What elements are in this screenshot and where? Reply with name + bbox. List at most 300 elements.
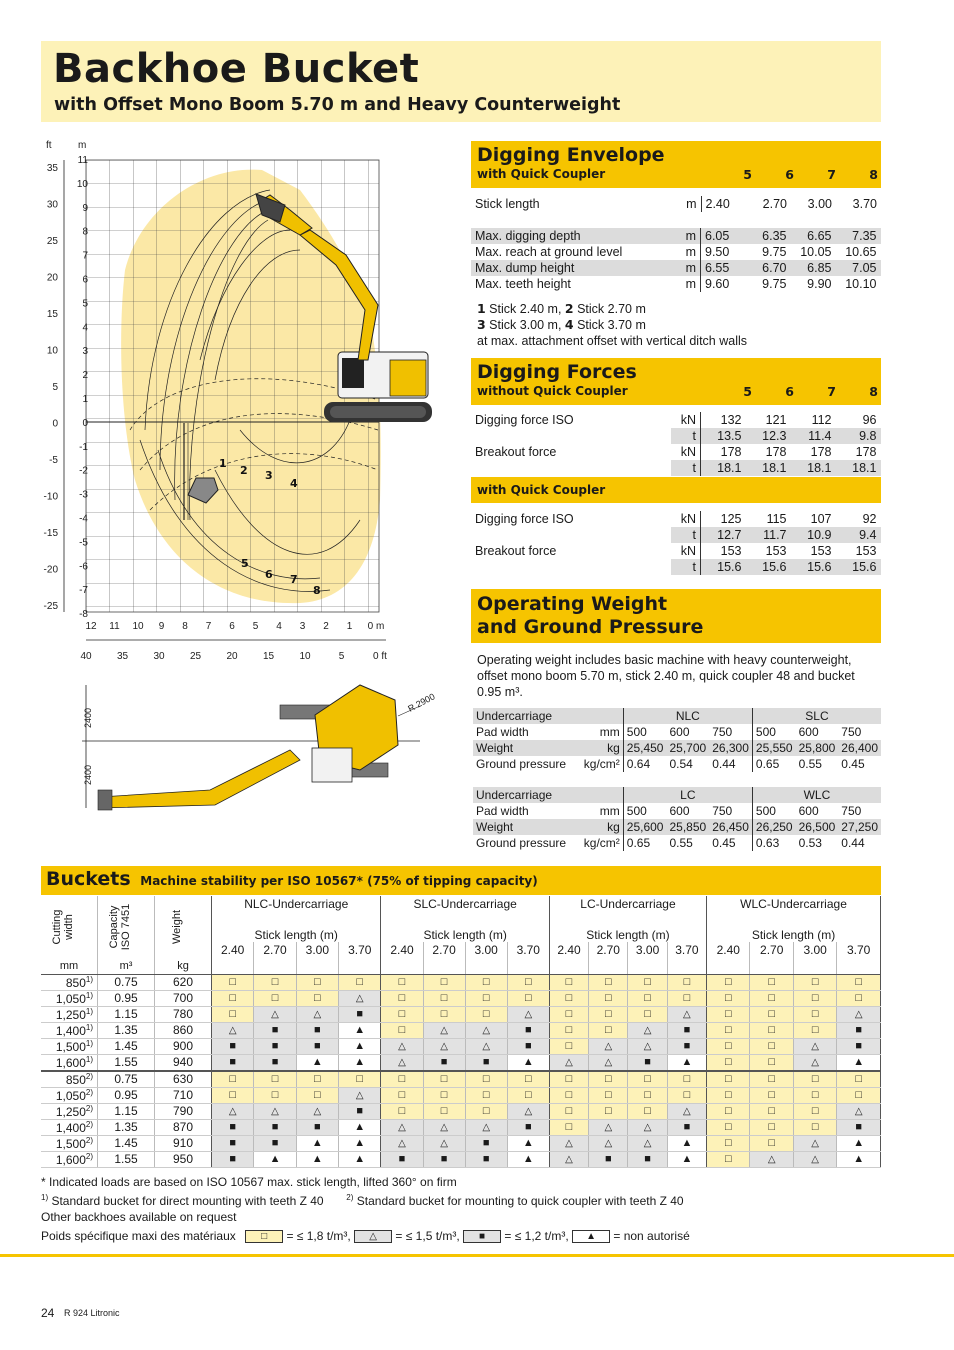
row-value: 125 — [701, 511, 746, 527]
open-square-icon: □ — [667, 990, 706, 1006]
ow-row-label: Pad width — [476, 725, 529, 739]
open-square-icon: □ — [707, 1087, 750, 1103]
envelope-col-headers — [710, 167, 878, 182]
open-square-icon: □ — [549, 990, 588, 1006]
open-square-icon: □ — [707, 1054, 750, 1071]
digging-forces-title: Digging Forces — [477, 361, 637, 383]
note-text: Stick 3.00 m, — [485, 318, 565, 332]
open-square-icon: □ — [628, 1071, 667, 1088]
bucket-row — [41, 974, 881, 990]
row-unit: m — [685, 277, 696, 291]
capacity-cell: 1.35 — [98, 1022, 155, 1038]
force-row — [471, 543, 881, 559]
filled-triangle-icon: ▲ — [254, 1151, 296, 1167]
axis-tick-label: 4 — [276, 621, 282, 632]
open-square-icon: □ — [750, 1071, 793, 1088]
envelope-col-7: 7 — [827, 167, 836, 182]
buckets-footnotes — [41, 1174, 684, 1225]
open-triangle-icon: △ — [628, 1135, 667, 1151]
axis-tick-label: -6 — [79, 561, 88, 573]
open-square-icon: □ — [212, 974, 254, 990]
stick-length-value: 3.00 — [628, 942, 667, 958]
blank-cell — [589, 958, 628, 974]
legend-filled-triangle-icon: ▲ — [572, 1230, 610, 1243]
open-square-icon: □ — [589, 1087, 628, 1103]
stick-length-header: Stick length (m) — [707, 912, 881, 942]
forces-col-headers — [710, 384, 878, 399]
row-label — [471, 460, 671, 476]
axis-tick-label: -4 — [79, 513, 88, 525]
open-triangle-icon: △ — [507, 1103, 549, 1119]
stick-length-value: 2.40 — [212, 942, 254, 958]
filled-square-icon: ■ — [212, 1151, 254, 1167]
axis-tick-label: -7 — [79, 585, 88, 597]
cutting-width-value: 1,250 — [55, 1007, 86, 1022]
stick-length-label: Stick length — [475, 197, 540, 211]
open-square-icon: □ — [707, 990, 750, 1006]
open-square-icon: □ — [750, 1006, 793, 1022]
axis-tick-label: -3 — [79, 489, 88, 501]
filled-square-icon: ■ — [254, 1038, 296, 1054]
cutting-width-value: 1,250 — [55, 1104, 86, 1119]
stick-length-value: 3.70 — [837, 942, 881, 958]
axis-tick-label: -8 — [79, 609, 88, 621]
row-unit: m — [671, 228, 701, 244]
row-value: 10.65 — [845, 245, 877, 259]
open-triangle-icon: △ — [212, 1103, 254, 1119]
open-square-icon: □ — [707, 1135, 750, 1151]
filled-triangle-icon: ▲ — [339, 1022, 381, 1038]
axis-tick-label: 0 — [82, 417, 88, 429]
open-square-icon: □ — [465, 1071, 507, 1088]
ow-row-unit: kg — [607, 820, 620, 834]
open-triangle-icon: △ — [793, 1151, 836, 1167]
open-square-icon: □ — [589, 1006, 628, 1022]
row-value: 6.05 — [701, 228, 746, 244]
envelope-col-8: 8 — [869, 167, 878, 182]
open-triangle-icon: △ — [423, 1022, 465, 1038]
buckets-group-row — [41, 896, 881, 912]
stick-length-unit: m — [686, 197, 697, 211]
open-square-icon: □ — [628, 1006, 667, 1022]
envelope-row — [471, 244, 881, 260]
axis-tick-label: 5 — [252, 621, 259, 632]
axis-tick-label: 0 — [52, 418, 58, 430]
blank-cell — [667, 958, 706, 974]
row-value: 6.35 — [746, 228, 791, 244]
ow-row-value: 500 — [752, 803, 795, 819]
capacity-cell: 1.15 — [98, 1103, 155, 1119]
bucket-row — [41, 1006, 881, 1022]
axis-tick-label: 7 — [82, 250, 88, 262]
weight-cell: 910 — [155, 1135, 212, 1151]
cutting-width-cell — [41, 1087, 98, 1103]
note-text: Stick 3.70 m — [573, 318, 646, 332]
open-square-icon: □ — [465, 1103, 507, 1119]
weight-cell: 630 — [155, 1071, 212, 1088]
open-square-icon: □ — [423, 990, 465, 1006]
stick-value: 2.70 — [762, 197, 787, 211]
blank-cell — [628, 958, 667, 974]
row-unit: m — [685, 245, 696, 259]
open-square-icon: □ — [254, 974, 296, 990]
cutting-width-cell — [41, 1103, 98, 1119]
axis-tick-label: 9 — [158, 621, 165, 632]
footnote-iso: * Indicated loads are based on ISO 10567 max. stick length, lifted 360° on firm — [41, 1175, 457, 1189]
digging-envelope-diagram — [0, 130, 470, 670]
open-triangle-icon: △ — [339, 990, 381, 1006]
blank-cell — [837, 958, 881, 974]
open-square-icon: □ — [549, 1071, 588, 1088]
row-label — [471, 428, 671, 444]
open-square-icon: □ — [837, 990, 881, 1006]
open-square-icon: □ — [750, 1119, 793, 1135]
open-triangle-icon: △ — [339, 1087, 381, 1103]
weight-cell: 710 — [155, 1087, 212, 1103]
axis-tick-label: 2 — [82, 370, 88, 382]
col-weight-header — [155, 896, 212, 958]
stick-value: 2.40 — [701, 196, 746, 212]
filled-triangle-icon: ▲ — [339, 1054, 381, 1071]
ow-head-row — [473, 787, 881, 803]
open-square-icon: □ — [837, 974, 881, 990]
undercarriage-group-header: LC-Undercarriage — [549, 896, 706, 912]
digging-envelope-subtitle: with Quick Coupler — [477, 167, 606, 181]
col-capacity-label: Capacity ISO 7451 — [108, 903, 132, 951]
footnote-text: Standard bucket for direct mounting with teeth Z 40 — [48, 1194, 324, 1208]
axis-tick-label: 8 — [182, 621, 188, 632]
open-triangle-icon: △ — [254, 1103, 296, 1119]
axis-tick-label: 11 — [77, 155, 88, 166]
open-triangle-icon: △ — [667, 1103, 706, 1119]
row-value: 12.7 — [701, 527, 746, 543]
axis-tick-label: 20 — [226, 651, 238, 662]
buckets-title-text: Buckets — [46, 868, 131, 890]
axis-tick-label: 5 — [52, 382, 58, 393]
envelope-row — [471, 260, 881, 276]
row-value: 11.4 — [791, 428, 836, 444]
axis-tick-label: -25 — [43, 601, 58, 612]
open-square-icon: □ — [589, 1071, 628, 1088]
filled-square-icon: ■ — [212, 1054, 254, 1071]
axis-tick-label: 20 — [46, 272, 58, 284]
axis-tick-label: 6 — [229, 621, 235, 632]
row-value: 9.90 — [807, 277, 832, 291]
open-square-icon: □ — [793, 990, 836, 1006]
stick-length-value: 2.40 — [707, 942, 750, 958]
open-square-icon: □ — [707, 1103, 750, 1119]
row-value: 10.9 — [791, 527, 836, 543]
operating-weight-title-1: Operating Weight — [477, 593, 668, 615]
col-weight-label: Weight — [171, 909, 183, 945]
axis-tick-label: 0 ft — [373, 651, 387, 662]
cutting-width-value: 1,600 — [55, 1152, 86, 1167]
legend-text: = ≤ 1,2 t/m³, — [504, 1229, 569, 1243]
open-square-icon: □ — [254, 990, 296, 1006]
filled-square-icon: ■ — [381, 1151, 423, 1167]
ow-row-value: 500 — [623, 724, 666, 740]
stick-length-value: 2.70 — [589, 942, 628, 958]
open-square-icon: □ — [549, 1103, 588, 1119]
cutting-width-value: 850 — [65, 975, 86, 990]
open-triangle-icon: △ — [507, 1006, 549, 1022]
undercarriage-group-header: NLC-Undercarriage — [212, 896, 381, 912]
row-value: 7.35 — [836, 228, 881, 244]
open-triangle-icon: △ — [628, 1119, 667, 1135]
force-row — [471, 511, 881, 527]
ow-row-value: 750 — [841, 804, 862, 818]
open-triangle-icon: △ — [750, 1151, 793, 1167]
note-num: 3 — [477, 317, 486, 332]
open-square-icon: □ — [507, 1071, 549, 1088]
unit-weight: kg — [155, 958, 212, 974]
filled-square-icon: ■ — [296, 1119, 338, 1135]
ow-row-value: 0.44 — [841, 836, 865, 850]
blank-cell — [707, 958, 750, 974]
cutting-width-cell — [41, 1006, 98, 1022]
open-square-icon: □ — [707, 974, 750, 990]
forces-table — [471, 412, 881, 476]
ow-row — [473, 819, 881, 835]
curve-label-8: 8 — [313, 584, 321, 597]
ow-head-group: NLC — [623, 708, 752, 724]
ow-row-unit: kg/cm² — [583, 836, 620, 850]
cutting-width-cell — [41, 974, 98, 990]
axis-tick-label: 15 — [46, 309, 58, 320]
filled-triangle-icon: ▲ — [837, 1054, 881, 1071]
blank-cell — [381, 958, 423, 974]
row-unit: t — [671, 559, 701, 575]
open-triangle-icon: △ — [549, 1054, 588, 1071]
open-square-icon: □ — [212, 990, 254, 1006]
cutting-width-cell — [41, 1071, 98, 1088]
bucket-row — [41, 1054, 881, 1071]
axis-tick-label: -1 — [79, 441, 88, 453]
open-square-icon: □ — [254, 1087, 296, 1103]
open-triangle-icon: △ — [549, 1135, 588, 1151]
open-square-icon: □ — [549, 1022, 588, 1038]
open-triangle-icon: △ — [296, 1103, 338, 1119]
ow-head-label: Undercarriage — [473, 787, 623, 803]
filled-triangle-icon: ▲ — [339, 1135, 381, 1151]
row-value: 12.3 — [746, 428, 791, 444]
axis-tick-label: 35 — [116, 651, 129, 662]
filled-square-icon: ■ — [212, 1119, 254, 1135]
row-value: 11.7 — [746, 527, 791, 543]
axis-tick-label: 2 — [323, 621, 329, 632]
force-row — [471, 460, 881, 476]
envelope-row — [471, 276, 881, 292]
open-triangle-icon: △ — [465, 1119, 507, 1135]
row-unit: t — [671, 428, 701, 444]
capacity-cell: 0.75 — [98, 1071, 155, 1088]
open-square-icon: □ — [381, 1071, 423, 1088]
ft-unit-label: ft — [46, 140, 52, 151]
open-triangle-icon: △ — [589, 1038, 628, 1054]
ow-head-row — [473, 708, 881, 724]
blank-cell — [793, 958, 836, 974]
ow-row-unit: mm — [599, 804, 620, 818]
ow-row-value: 0.54 — [669, 757, 693, 771]
filled-square-icon: ■ — [423, 1151, 465, 1167]
envelope-table — [471, 228, 881, 292]
filled-square-icon: ■ — [837, 1022, 881, 1038]
ow-row-unit: kg — [607, 741, 620, 755]
axis-tick-label: 10 — [76, 178, 88, 190]
open-square-icon: □ — [793, 1103, 836, 1119]
cutting-width-cell — [41, 1038, 98, 1054]
ow-row — [473, 803, 881, 819]
row-value: 9.60 — [701, 276, 746, 292]
ow-row-label: Weight — [476, 741, 514, 755]
open-square-icon: □ — [667, 1087, 706, 1103]
ow-row — [473, 740, 881, 756]
ow-row-unit: mm — [599, 725, 620, 739]
cutting-width-cell — [41, 990, 98, 1006]
footnote-mark: 1) — [41, 1193, 49, 1202]
ow-row-label: Weight — [476, 820, 514, 834]
cutting-width-cell — [41, 1119, 98, 1135]
open-triangle-icon: △ — [589, 1119, 628, 1135]
curve-label-4: 4 — [290, 477, 298, 490]
unit-cutting: mm — [41, 958, 98, 974]
open-square-icon: □ — [793, 1006, 836, 1022]
col-cutting-width-label: Cutting width — [51, 909, 75, 945]
curve-label-7: 7 — [290, 573, 298, 586]
filled-square-icon: ■ — [837, 1038, 881, 1054]
forces-col-6: 6 — [785, 384, 794, 399]
open-triangle-icon: △ — [589, 1135, 628, 1151]
ow-row-value: 25,600 — [623, 819, 666, 835]
envelope-row — [471, 228, 881, 244]
force-row — [471, 428, 881, 444]
row-value: 18.1 — [836, 460, 881, 476]
axis-tick-label: -5 — [79, 537, 88, 549]
ow-head-group: SLC — [752, 708, 881, 724]
note-text: Stick 2.40 m, — [485, 302, 565, 316]
open-square-icon: □ — [381, 1006, 423, 1022]
open-triangle-icon: △ — [628, 1022, 667, 1038]
model-name: R 924 Litronic — [64, 1308, 120, 1318]
row-value: 153 — [855, 544, 877, 558]
stick-length-value: 2.70 — [423, 942, 465, 958]
row-value: 18.1 — [701, 460, 746, 476]
stick-value: 3.00 — [807, 197, 832, 211]
open-square-icon: □ — [507, 974, 549, 990]
weight-cell: 870 — [155, 1119, 212, 1135]
open-square-icon: □ — [339, 1071, 381, 1088]
row-unit: m — [671, 260, 701, 276]
note-num: 2 — [564, 301, 574, 316]
open-square-icon: □ — [549, 974, 588, 990]
bucket-type-mark: 1) — [85, 1054, 93, 1064]
ow-row-value: 0.45 — [841, 757, 865, 771]
open-square-icon: □ — [465, 990, 507, 1006]
filled-triangle-icon: ▲ — [296, 1151, 338, 1167]
open-square-icon: □ — [381, 1103, 423, 1119]
footnote-text: Standard bucket for mounting to quick coupler with teeth Z 40 — [353, 1194, 684, 1208]
filled-triangle-icon: ▲ — [507, 1135, 549, 1151]
row-label: Digging force ISO — [475, 413, 574, 427]
open-square-icon: □ — [837, 1071, 881, 1088]
ow-row-value: 25,850 — [669, 820, 707, 834]
filled-square-icon: ■ — [507, 1038, 549, 1054]
bucket-row — [41, 1135, 881, 1151]
ow-row-value: 25,550 — [752, 740, 795, 756]
filled-triangle-icon: ▲ — [507, 1054, 549, 1071]
legend-text: = non autorisé — [613, 1229, 690, 1243]
row-label: Max. reach at ground level — [475, 245, 623, 259]
ow-row-value: 26,250 — [752, 819, 795, 835]
unit-capacity: m³ — [98, 958, 155, 974]
axis-tick-label: 6 — [82, 274, 88, 286]
cutting-width-value: 1,050 — [55, 991, 86, 1006]
ow-row-value: 750 — [841, 725, 862, 739]
blank-cell — [423, 958, 465, 974]
filled-square-icon: ■ — [254, 1119, 296, 1135]
footnote-mounting — [41, 1190, 684, 1209]
filled-square-icon: ■ — [628, 1151, 667, 1167]
open-square-icon: □ — [212, 1087, 254, 1103]
open-square-icon: □ — [707, 1151, 750, 1167]
row-value: 9.4 — [836, 527, 881, 543]
ow-row-value: 0.53 — [798, 836, 822, 850]
stick-length-value: 3.00 — [793, 942, 836, 958]
open-square-icon: □ — [549, 1006, 588, 1022]
filled-square-icon: ■ — [212, 1038, 254, 1054]
filled-square-icon: ■ — [667, 1119, 706, 1135]
forces-col-8: 8 — [869, 384, 878, 399]
cutting-width-cell — [41, 1135, 98, 1151]
open-square-icon: □ — [750, 1054, 793, 1071]
open-square-icon: □ — [423, 1087, 465, 1103]
open-square-icon: □ — [381, 974, 423, 990]
legend-label: Poids spécifique maxi des matériaux — [41, 1229, 236, 1243]
capacity-cell: 1.45 — [98, 1135, 155, 1151]
open-triangle-icon: △ — [423, 1135, 465, 1151]
axis-tick-label: 25 — [189, 651, 202, 662]
open-square-icon: □ — [339, 974, 381, 990]
weight-cell: 950 — [155, 1151, 212, 1167]
row-unit: kN — [680, 413, 696, 427]
ow-row-label: Pad width — [476, 804, 529, 818]
weight-cell: 940 — [155, 1054, 212, 1071]
open-square-icon: □ — [549, 1119, 588, 1135]
open-square-icon: □ — [707, 1038, 750, 1054]
stick-length-header: Stick length (m) — [549, 912, 706, 942]
ow-row-value: 0.65 — [623, 835, 666, 851]
row-label — [471, 527, 671, 543]
axis-tick-label: -2 — [79, 465, 88, 477]
weight-cell: 860 — [155, 1022, 212, 1038]
cutting-width-value: 1,050 — [55, 1088, 86, 1103]
axis-tick-label: 3 — [82, 346, 88, 358]
blank-cell — [254, 958, 296, 974]
stick-length-value: 2.70 — [750, 942, 793, 958]
open-square-icon: □ — [423, 974, 465, 990]
ow-row-value: 600 — [669, 725, 690, 739]
open-triangle-icon: △ — [465, 1038, 507, 1054]
ow-table-lc-wlc — [473, 787, 881, 851]
page-number: 24 — [41, 1306, 55, 1320]
undercarriage-group-header: SLC-Undercarriage — [381, 896, 549, 912]
stick-length-value: 2.40 — [549, 942, 588, 958]
open-triangle-icon: △ — [381, 1038, 423, 1054]
row-value: 178 — [701, 444, 746, 460]
bucket-type-mark: 1) — [85, 1022, 93, 1032]
forces-col-5: 5 — [743, 384, 752, 399]
open-triangle-icon: △ — [465, 1022, 507, 1038]
